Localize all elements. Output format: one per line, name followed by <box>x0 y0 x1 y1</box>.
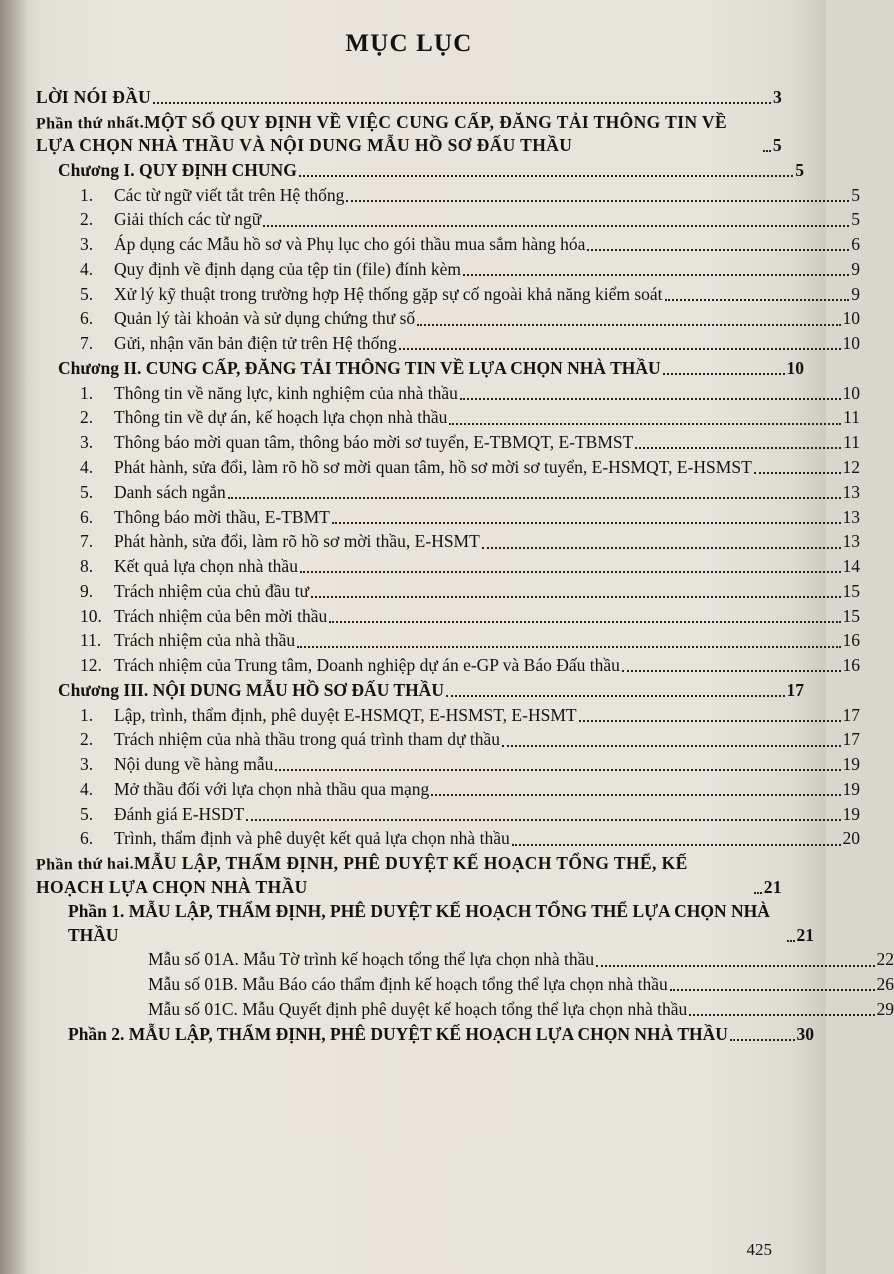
toc-entry-label <box>36 852 752 899</box>
toc-entry-number: 4. <box>80 258 94 279</box>
toc-entry-page: 11 <box>843 407 860 428</box>
toc-dot-leader <box>482 546 841 549</box>
toc-entry[interactable] <box>36 530 860 553</box>
toc-entry[interactable] <box>36 827 860 850</box>
toc-dot-leader <box>754 471 841 474</box>
toc-dot-leader <box>663 372 785 375</box>
toc-entry-number: 6. <box>80 506 94 527</box>
toc-entry-label: Mẫu số 01B. Mẫu Báo cáo thẩm định kế hoạch tổng thể lựa chọn nhà thầu <box>148 974 668 995</box>
toc-entry-page: 5 <box>772 135 782 156</box>
toc-entry-label: Đánh giá E-HSDT <box>114 803 245 824</box>
toc-entry-page: 5 <box>851 209 860 230</box>
toc-entry[interactable] <box>36 704 860 727</box>
toc-entry-page: 30 <box>796 1023 814 1044</box>
toc-entry[interactable] <box>36 456 860 479</box>
toc-dot-leader <box>787 939 795 942</box>
toc-entry-label: Trách nhiệm của bên mời thầu <box>114 605 328 626</box>
toc-entry-page: 14 <box>842 556 860 577</box>
toc-entry-number: 5. <box>80 803 94 824</box>
toc-dot-leader <box>329 620 840 623</box>
toc-entry-page: 10 <box>842 382 860 403</box>
toc-entry[interactable] <box>36 184 860 207</box>
toc-dot-leader <box>297 645 840 648</box>
toc-dot-leader <box>153 101 771 104</box>
toc-dot-leader <box>635 446 841 449</box>
toc-entry-page: 10 <box>786 357 804 378</box>
toc-dot-leader <box>300 570 841 573</box>
toc-dot-leader <box>587 248 849 251</box>
page-title: MỤC LỤC <box>345 30 473 57</box>
toc-dot-leader <box>670 988 875 991</box>
toc-entry-page: 13 <box>842 506 860 527</box>
toc-dot-leader <box>512 843 841 846</box>
toc-entry-label: Xử lý kỹ thuật trong trường hợp Hệ thống gặp sự cố ngoài khả năng kiểm soát <box>114 283 663 304</box>
toc-entry[interactable] <box>36 332 860 355</box>
toc-entry-page: 12 <box>842 456 860 477</box>
toc-entry-label: Trách nhiệm của Trung tâm, Doanh nghiệp dự án e-GP và Báo Đấu thầu <box>114 655 620 676</box>
toc-dot-leader <box>346 199 849 202</box>
toc-entry-label: Phần 2. MẪU LẬP, THẨM ĐỊNH, PHÊ DUYỆT KẾ HOẠCH LỰA CHỌN NHÀ THẦU <box>68 1023 728 1044</box>
toc-entry[interactable] <box>36 555 860 578</box>
toc-entry-number: 7. <box>80 333 94 354</box>
toc-entry-number: 6. <box>80 828 94 849</box>
toc-entry-number: 1. <box>80 382 94 403</box>
toc-dot-leader <box>446 694 785 697</box>
toc-entry-number: 6. <box>80 308 94 329</box>
toc-entry-number: 2. <box>80 407 94 428</box>
toc-dot-leader <box>449 422 841 425</box>
toc-entry-page: 13 <box>842 481 860 502</box>
toc-entry[interactable] <box>36 431 860 454</box>
toc-entry-label: Phần 1. MẪU LẬP, THẨM ĐỊNH, PHÊ DUYỆT KẾ HOẠCH TỔNG THỂ LỰA CHỌN NHÀ THẦU <box>68 901 770 945</box>
toc-entry-page: 10 <box>842 333 860 354</box>
toc-entry[interactable] <box>36 679 804 702</box>
toc-entry-label: Thông báo mời quan tâm, thông báo mời sơ tuyển, E-TBMQT, E-TBMST <box>114 432 634 453</box>
toc-entry-number: 2. <box>80 729 94 750</box>
toc-entry[interactable] <box>36 728 860 751</box>
toc-entry-number: 4. <box>80 456 94 477</box>
toc-entry-number: 10. <box>80 605 102 626</box>
toc-entry-text: MẪU LẬP, THẨM ĐỊNH, PHÊ DUYỆT KẾ HOẠCH TỔNG THỂ, KẾ HOẠCH LỰA CHỌN NHÀ THẦU <box>36 853 688 897</box>
toc-entry-label: Gửi, nhận văn bản điện tử trên Hệ thống <box>114 333 397 354</box>
toc-entry-label: Trách nhiệm của chủ đầu tư <box>114 580 309 601</box>
toc-entry[interactable] <box>36 258 860 281</box>
toc-entry[interactable] <box>36 159 804 182</box>
toc-entry[interactable] <box>36 629 860 652</box>
toc-entry-label: Chương III. NỘI DUNG MẪU HỒ SƠ ĐẤU THẦU <box>58 679 444 700</box>
toc-dot-leader <box>665 298 850 301</box>
toc-entry-page: 15 <box>842 605 860 626</box>
toc-entry-page: 26 <box>876 974 894 995</box>
toc-entry-label: Mở thầu đối với lựa chọn nhà thầu qua mạng <box>114 778 430 799</box>
toc-entry-page: 22 <box>876 949 894 970</box>
toc-entry-number: 12. <box>80 655 102 676</box>
toc-entry-label: Trách nhiệm của nhà thầu trong quá trình tham dự thầu <box>114 729 500 750</box>
toc-entry[interactable] <box>36 948 894 971</box>
toc-dot-leader <box>399 347 841 350</box>
toc-entry[interactable] <box>36 233 860 256</box>
toc-entry[interactable] <box>36 1023 814 1046</box>
toc-entry-page: 6 <box>851 234 860 255</box>
toc-entry-page: 20 <box>842 828 860 849</box>
toc-dot-leader <box>463 273 849 276</box>
toc-entry-page: 19 <box>842 803 860 824</box>
toc-entry-label: LỜI NÓI ĐẦU <box>36 87 152 107</box>
toc-entry[interactable] <box>36 998 894 1021</box>
toc-entry-number: 11. <box>80 630 102 651</box>
toc-entry-number: 3. <box>80 432 94 453</box>
toc-dot-leader <box>689 1013 874 1016</box>
toc-dot-leader <box>431 793 840 796</box>
toc-entry-number: 1. <box>80 704 94 725</box>
toc-entry-page: 19 <box>842 778 860 799</box>
toc-entry-number: 1. <box>80 184 94 205</box>
toc-entry-page: 19 <box>842 754 860 775</box>
toc-entry[interactable] <box>36 307 860 330</box>
toc-entry-number: 2. <box>80 209 94 230</box>
toc-entry[interactable] <box>36 973 894 996</box>
toc-entry[interactable] <box>36 357 804 380</box>
toc-entry-label: Lập, trình, thẩm định, phê duyệt E-HSMQT, E-HSMST, E-HSMT <box>114 704 577 725</box>
toc-entry-number: 3. <box>80 754 94 775</box>
toc-entry[interactable] <box>36 382 860 405</box>
toc-entry[interactable] <box>36 406 860 429</box>
toc-entry-page: 5 <box>851 184 860 205</box>
toc-dot-leader <box>246 818 840 821</box>
toc-entry-label: Phát hành, sửa đổi, làm rõ hồ sơ mời thầu, E-HSMT <box>114 531 480 552</box>
toc-dot-leader <box>311 595 841 598</box>
toc-entry[interactable] <box>36 283 860 306</box>
toc-entry-label: Danh sách ngắn <box>114 481 226 502</box>
toc-entry-page: 17 <box>842 729 860 750</box>
toc-dot-leader <box>763 149 771 152</box>
footer-page-number: 425 <box>746 1240 772 1259</box>
toc-entry-label: Chương II. CUNG CẤP, ĐĂNG TẢI THÔNG TIN VỀ LỰA CHỌN NHÀ THẦU <box>58 357 661 378</box>
toc-entry-lead: Phần thứ nhất. <box>35 114 145 133</box>
toc-entry-label: Phát hành, sửa đổi, làm rõ hồ sơ mời quan tâm, hồ sơ mời sơ tuyển, E-HSMQT, E-HSMST <box>114 456 752 477</box>
toc-dot-leader <box>299 174 793 177</box>
toc-entry-page: 15 <box>842 580 860 601</box>
toc-dot-leader <box>275 768 840 771</box>
toc-entry-label: Quản lý tài khoản và sử dụng chứng thư số <box>114 308 416 329</box>
toc-entry-label: Thông báo mời thầu, E-TBMT <box>114 506 330 527</box>
toc-dot-leader <box>579 719 841 722</box>
toc-dot-leader <box>263 224 849 227</box>
toc-entry-page: 5 <box>795 159 804 180</box>
toc-entry-page: 29 <box>876 998 894 1019</box>
toc-entry-number: 8. <box>80 556 94 577</box>
toc-entry-label: Quy định về định dạng của tệp tin (file) đính kèm <box>114 258 462 279</box>
toc-entry-page: 16 <box>842 630 860 651</box>
toc-entry-lead: Phần thứ hai. <box>35 855 135 874</box>
toc-entry-number: 9. <box>80 580 94 601</box>
toc-entry-number: 3. <box>80 234 94 255</box>
toc-entry-page: 21 <box>763 876 782 897</box>
toc-entry[interactable] <box>36 506 860 529</box>
toc-entry[interactable] <box>36 654 860 677</box>
toc-entry-number: 5. <box>80 283 94 304</box>
toc-entry-label <box>36 111 761 158</box>
toc-entry-page: 17 <box>842 704 860 725</box>
toc-entry[interactable] <box>36 111 782 158</box>
toc-entry-label: Áp dụng các Mẫu hồ sơ và Phụ lục cho gói thầu mua sắm hàng hóa <box>114 234 586 255</box>
toc-entry-number: 7. <box>80 531 94 552</box>
toc-dot-leader <box>460 397 841 400</box>
toc-dot-leader <box>332 521 841 524</box>
toc-dot-leader <box>596 964 874 967</box>
toc-entry-page: 21 <box>796 924 814 945</box>
toc-entry-page: 3 <box>772 87 782 107</box>
toc-entry[interactable] <box>36 900 814 947</box>
toc-entry-label: Thông tin về năng lực, kinh nghiệm của nhà thầu <box>114 382 458 403</box>
toc-dot-leader <box>502 744 841 747</box>
toc-entry[interactable] <box>36 208 860 231</box>
toc-entry-label: Thông tin về dự án, kế hoạch lựa chọn nhà thầu <box>114 407 448 428</box>
toc-entry-label: Mẫu số 01C. Mẫu Quyết định phê duyệt kế hoạch tổng thể lựa chọn nhà thầu <box>148 998 688 1019</box>
toc-entry-label: Các từ ngữ viết tắt trên Hệ thống <box>114 184 345 205</box>
toc-entry[interactable] <box>36 852 782 899</box>
toc-entry-page: 13 <box>842 531 860 552</box>
toc-entry-label: Kết quả lựa chọn nhà thầu <box>114 556 298 577</box>
toc-entry-text: MỘT SỐ QUY ĐỊNH VỀ VIỆC CUNG CẤP, ĐĂNG TẢI THÔNG TIN VỀ LỰA CHỌN NHÀ THẦU VÀ NỘI DUNG MẪU HỒ SƠ ĐẤU THẦU <box>36 111 728 156</box>
toc-entry-page: 9 <box>851 283 860 304</box>
toc-entry-page: 9 <box>851 258 860 279</box>
toc-dot-leader <box>228 496 841 499</box>
toc-entry[interactable] <box>36 778 860 801</box>
toc-entry-label: Trình, thẩm định và phê duyệt kết quả lựa chọn nhà thầu <box>114 828 510 849</box>
toc-entry[interactable] <box>36 481 860 504</box>
toc-entry-label: Chương I. QUY ĐỊNH CHUNG <box>58 159 297 180</box>
toc-entry-label: Mẫu số 01A. Mẫu Tờ trình kế hoạch tổng thể lựa chọn nhà thầu <box>148 949 595 970</box>
toc-entry-page: 10 <box>842 308 860 329</box>
toc-entry[interactable] <box>36 580 860 603</box>
toc-dot-leader <box>417 323 840 326</box>
toc-entry-label: Trách nhiệm của nhà thầu <box>114 630 296 651</box>
toc-entry-label: Giải thích các từ ngữ <box>114 209 262 230</box>
table-of-contents <box>35 86 894 1046</box>
toc-entry-page: 11 <box>843 432 860 453</box>
toc-entry-number: 4. <box>80 778 94 799</box>
toc-entry[interactable] <box>36 605 860 628</box>
toc-dot-leader <box>622 669 841 672</box>
toc-entry-label: Nội dung về hàng mẫu <box>114 754 274 775</box>
toc-entry-page: 16 <box>842 655 860 676</box>
toc-entry-page: 17 <box>786 679 804 700</box>
toc-entry[interactable] <box>36 86 782 109</box>
toc-entry-number: 5. <box>80 481 94 502</box>
toc-entry[interactable] <box>36 803 860 826</box>
toc-dot-leader <box>754 891 762 894</box>
toc-entry[interactable] <box>36 753 860 776</box>
toc-dot-leader <box>730 1038 795 1041</box>
